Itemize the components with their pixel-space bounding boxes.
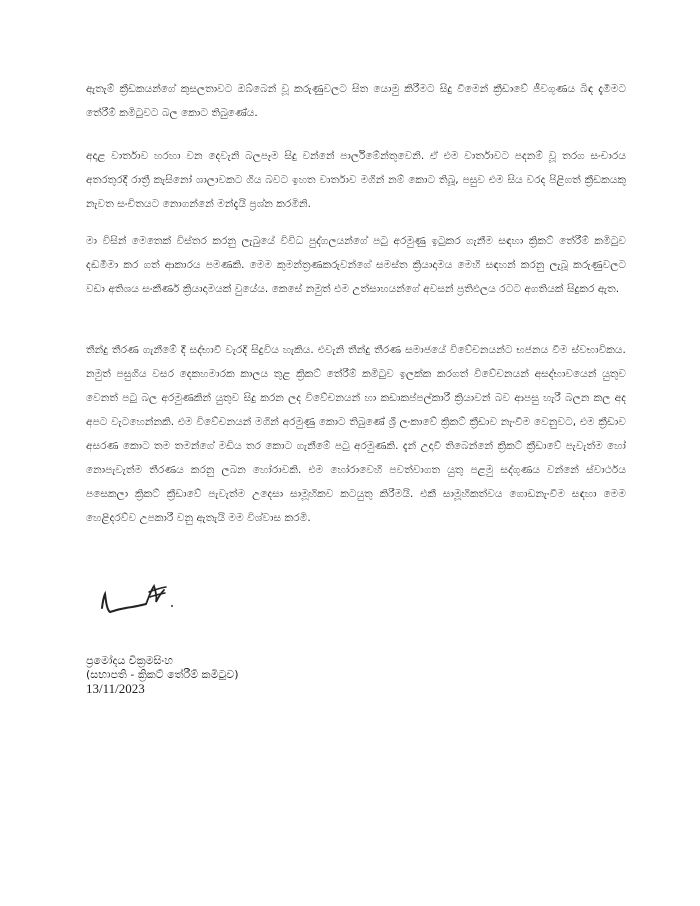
signatory-name: ප්‍රමෝදය වික්‍රමසිංහ (86, 654, 173, 667)
signatory-title: (සභාපති - ක්‍රිකට් තේරීම් කමිටුව) (86, 668, 239, 681)
signature-block (86, 654, 239, 696)
handwritten-signature (94, 572, 184, 620)
paragraph-4: තීන්දු තීරණ ගැනීමේ දී සද්භාවී වැරදි සිදුවිය හැකිය. එවැනි තීන්දු තීරණ සමාජයේ විවේචනයන්ට භජනය වීම ස්වභාවිකය. නමුත් පසුගිය වසර දෙකහමාරක කාලය තුළ ක්‍රිකට් තේරීම් කමිටුව ඉලක්ක කරගත් විවේචනයන් අසද්භාවයෙන් යුතුව වෙනත් පටු බල අරමුණකින් යුතුව සිදු කරන ලද විවේචනයන් හා කඩාකප්පල්කාරී ක්‍රියාවන් බව ආපසු හැරී බලන කල අද අපට වැටහෙන්නකි. එම විවේචනයන් මගින් අරමුණු කොට තිබුණේ ශ්‍රී ලංකාවේ ක්‍රිකට් ක්‍රීඩාව නැංවීම වෙනුවට, එම ක්‍රීඩාව අසරණ කොට තම තමන්ගේ මඩිය තර කොට ගැනීමේ පටු අරමුණකි. දැන් උදාවී තිබෙන්නේ ක්‍රිකට් ක්‍රීඩාවේ පැවැත්ම හෝ නොපැවැත්ම තීරණය කරනු ලබන හෝරාවකි. එම හෝරාවෙහි පවත්වාගත යුතු පළමු සද්ගුණය වන්නේ ස්වාර්ථය පසෙකලා ක්‍රිකට් ක්‍රීඩාවේ පැවැත්ම උදෙසා සාමූහිකව කටයුතු කිරීමයි. එකී සාමූහිකත්වය ගොඩනැංවීම සඳහා මෙම හෙළිදරව්ව උපකාරී වනු ඇතැයි මම විශ්වාස කරමි. (86, 344, 626, 524)
paragraph-1: ඇතැම් ක්‍රීඩකයන්ගේ කුසලතාවට ඔබ්බෙන් වූ කරුණුවලට සිත යොමු කිරීමට සිදු වීමෙන් ක්‍රීඩාවේ ජීවගුණය බිඳ දැමීමට තේරීම් කමිටුවට බල කොට තිබුණේය. (86, 83, 626, 119)
letter-date: 13/11/2023 (86, 681, 145, 696)
paragraph-3: මා විසින් මෙතෙක් විස්තර කරනු ලැබුයේ විවිධ පුද්ගලයන්ගේ පටු අරමුණු ඉටුකර ගැනීම සඳහා ක්‍රිකට් තේරීම් කමිටුව දඬමීමා කර ගත් ආකාරය පමණකි. මෙම කුමන්ත්‍රණකරුවන්ගේ සමස්ත ක්‍රියාදාමය මෙහි සඳහන් කරනු ලැබූ කරුණුවලට වඩා අතිශය සංකීර්ණ ක්‍රියාදාමයක් වුයේය. කෙසේ නමුත් එම උත්සාහයන්ගේ අවසන් ප්‍රතිඵලය රටට අගතියක් සිදුකර ඇත. (86, 235, 626, 295)
paragraph-2: අදාළ වාර්තාව හරහා වන දෙවැනි බලපෑම සිදු වන්නේ පාර්ලිමේන්තුවෙනි. ඒ එම වාර්තාවට පදනම් වූ තරග සංචාරය අතරතුරදී රාත්‍රී කැසිනෝ ශාලාවකට ගිය බවට ඉහත වාර්තාව මගින් නම් කොට තිබූ, පසුව එම සිය වරද පිළිගත් ක්‍රීඩකයකු නැවත සංචිතයට නොගන්නේ මන්දැයි ප්‍රශ්න කරමිනි. (86, 150, 626, 210)
